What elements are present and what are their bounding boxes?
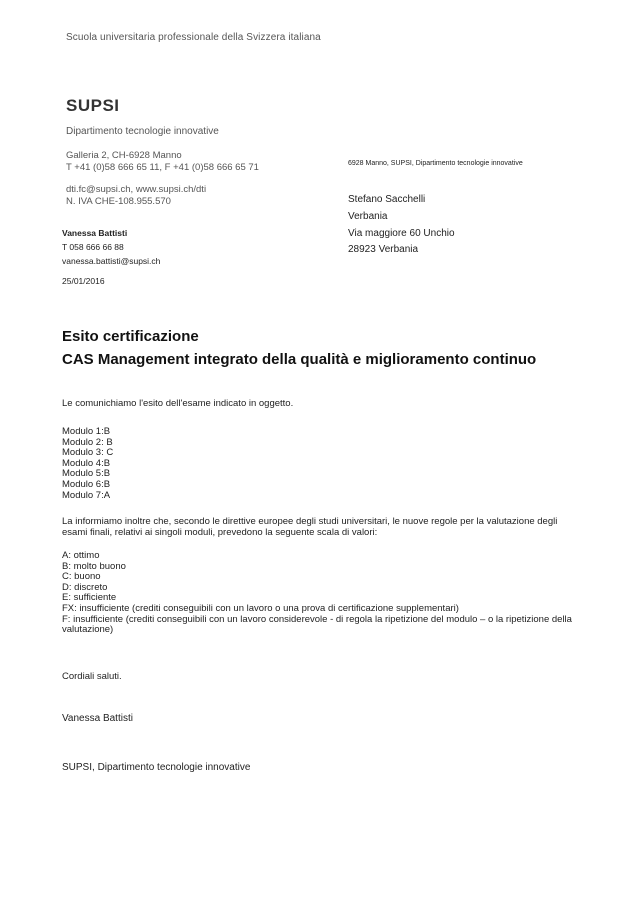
grade-item: A: ottimo [62, 550, 100, 561]
grade-item: E: sufficiente [62, 592, 117, 604]
grade-item: F: insufficiente (crediti conseguibili con un lavoro considerevole - di regola la ripetizione del modulo – o la ripetizione della valutazione) [62, 613, 572, 636]
module-item: Modulo 6:B [62, 478, 111, 490]
recipient-street: Via maggiore 60 Unchio [348, 227, 455, 239]
recipient-city: Verbania [348, 210, 388, 222]
sender-block [62, 226, 160, 268]
module-item: Modulo 7:A [62, 489, 111, 501]
vat-line: N. IVA CHE-108.955.570 [66, 195, 171, 207]
header-contact [66, 184, 206, 207]
scale-intro-text: La informiamo inoltre che, secondo le direttive europee degli studi universitari, le nuove regole per la valutazione degli esami finali, relativi ai singoli moduli, prevedono la seguente scala di valori: [62, 516, 558, 538]
grade-item: C: buono [62, 571, 101, 583]
phone-fax-line: T +41 (0)58 666 65 11, F +41 (0)58 666 65 71 [66, 161, 259, 173]
letter-subtitle: CAS Management integrato della qualità e miglioramento continuo [62, 351, 537, 368]
module-item: Modulo 3: C [62, 447, 114, 459]
return-address: 6928 Manno, SUPSI, Dipartimento tecnologie innovative [348, 160, 523, 167]
grade-item: B: molto buono [62, 560, 126, 572]
modules-list [62, 427, 582, 501]
grade-item: D: discreto [62, 581, 108, 593]
module-item: Modulo 2: B [62, 436, 113, 448]
signature-name: Vanessa Battisti [62, 713, 133, 724]
letter-title: Esito certificazione [62, 328, 199, 345]
recipient-postal: 28923 Verbania [348, 244, 419, 256]
school-name: Scuola universitaria professionale della Svizzera italiana [66, 32, 321, 43]
module-item: Modulo 1:B [62, 426, 111, 437]
grades-list [62, 551, 582, 636]
recipient-name: Stefano Sacchelli [348, 194, 426, 205]
sender-phone: T 058 666 66 88 [62, 242, 124, 252]
recipient-block [348, 192, 455, 259]
grade-item: FX: insufficiente (crediti conseguibili con un lavoro o una prova di certificazione supplementari) [62, 602, 459, 614]
module-item: Modulo 5:B [62, 468, 111, 480]
department-name: Dipartimento tecnologie innovative [66, 126, 219, 137]
sender-email: vanessa.battisti@supsi.ch [62, 256, 161, 266]
supsi-logo: SUPSI [66, 96, 120, 115]
letter-date: 25/01/2016 [62, 276, 105, 286]
closing-text: Cordiali saluti. [62, 671, 122, 682]
signature-organization: SUPSI, Dipartimento tecnologie innovative [62, 762, 251, 773]
email-web-line: dti.fc@supsi.ch, www.supsi.ch/dti [66, 184, 207, 195]
module-item: Modulo 4:B [62, 457, 111, 469]
scale-intro [62, 517, 578, 538]
address-line: Galleria 2, CH-6928 Manno [66, 150, 182, 161]
header-address [66, 150, 259, 173]
intro-text: Le comunichiamo l'esito dell'esame indicato in oggetto. [62, 398, 294, 409]
sender-name: Vanessa Battisti [62, 228, 128, 238]
